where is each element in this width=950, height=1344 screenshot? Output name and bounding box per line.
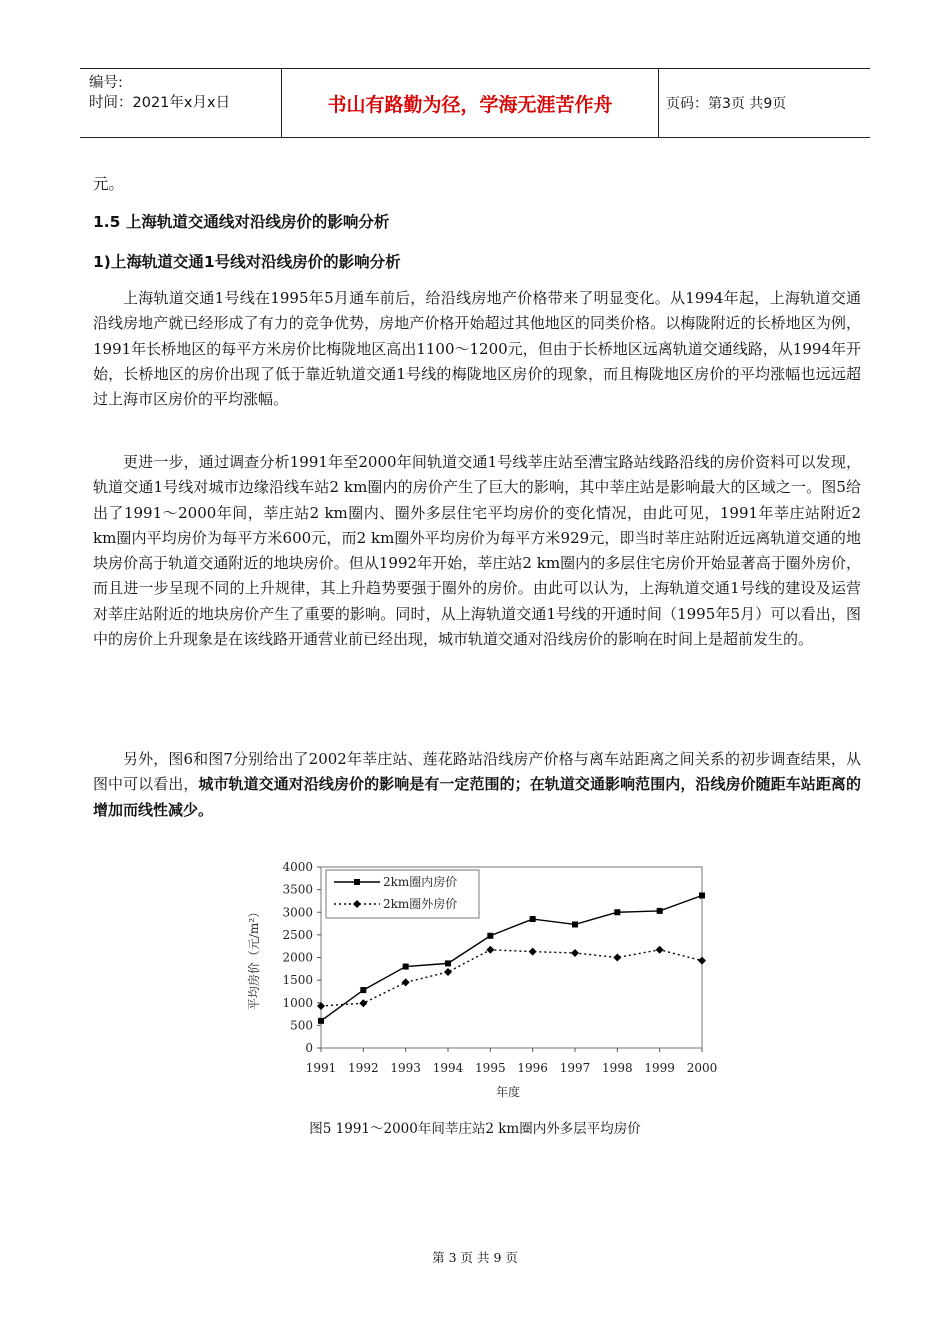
y-tick-label: 2500: [282, 927, 313, 942]
y-tick-label: 1500: [282, 973, 313, 988]
continuation-text: 元。: [93, 175, 125, 193]
chart-legend: [326, 870, 479, 918]
subsection-heading: 1)上海轨道交通1号线对沿线房价的影响分析: [93, 253, 401, 271]
x-tick-label: 1993: [390, 1061, 421, 1075]
y-tick-label: 4000: [282, 860, 313, 874]
data-point-diamond: [444, 968, 452, 976]
y-axis-ticks: [282, 860, 321, 1055]
y-tick-label: 1000: [282, 995, 313, 1010]
section-heading: 1.5 上海轨道交通线对沿线房价的影响分析: [93, 213, 390, 231]
x-tick-label: 1995: [475, 1061, 506, 1075]
x-tick-label: 1996: [517, 1061, 548, 1075]
data-point-square: [445, 960, 451, 966]
price-line-chart: [236, 852, 726, 1102]
header-motto: 书山有路勤为径，学海无涯苦作舟: [282, 69, 659, 137]
data-point-diamond: [529, 948, 537, 956]
series-line-2: [321, 950, 702, 1006]
x-tick-label: 1997: [559, 1061, 591, 1075]
x-tick-label: 1999: [644, 1061, 675, 1075]
data-point-diamond: [698, 957, 706, 965]
data-point-square: [530, 916, 536, 922]
paragraph-3: [93, 747, 861, 823]
x-tick-label: 1994: [432, 1061, 464, 1075]
data-point-square: [572, 921, 578, 927]
data-point-diamond: [486, 946, 494, 954]
paragraph-3-bold: 城市轨道交通对沿线房价的影响是有一定范围的；在轨道交通影响范围内，沿线房价随距车站距离的增加而线性减少。: [93, 775, 861, 819]
x-tick-label: 1992: [348, 1061, 379, 1075]
paragraph-2: 更进一步，通过调查分析1991年至2000年间轨道交通1号线莘庄站至漕宝路站线路沿线的房价资料可以发现，轨道交通1号线对城市边缘沿线车站2 km圈内的房价产生了巨大的影响，其中莘庄站是影响最大的区域之一。图5给出了1991～2000年间，莘庄站2 km圈内、圈外多层住宅平均房价的变化情况，由此可见，1991年莘庄站附近2 km圈内平均房价为每平方米600元，而2 km圈外平均房价为每平方米929元，即当时莘庄站附近远离轨道交通的地块房价高于轨道交通附近的地块房价。但从1992年开始，莘庄站2 km圈内的多层住宅房价开始显著高于圈外房价，而且进一步呈现不同的上升规律，其上升趋势要强于圈外的房价。由此可以认为，上海轨道交通1号线的建设及运营对莘庄站附近的地块房价产生了重要的影响。同时，从上海轨道交通1号线的开通时间（1995年5月）可以看出，图中的房价上升现象是在该线路开通营业前已经出现，城市轨道交通对沿线房价的影响在时间上是超前发生的。: [93, 453, 861, 649]
data-point-square: [360, 987, 366, 993]
x-tick-label: 1998: [602, 1061, 633, 1075]
x-axis-label: 年度: [495, 1085, 521, 1099]
data-point-square: [487, 933, 493, 939]
y-tick-label: 3000: [282, 905, 313, 920]
y-tick-label: 3500: [282, 882, 313, 897]
y-tick-label: 500: [290, 1018, 313, 1033]
y-axis-label: 平均房价（元/m²）: [247, 905, 261, 1011]
header-page-label: 页码：第3页 共9页: [666, 96, 787, 112]
data-point-square: [699, 893, 705, 899]
x-tick-label: 2000: [686, 1061, 718, 1075]
legend-label-2: 2km圈外房价: [383, 897, 458, 911]
page-header: [80, 68, 870, 138]
paragraph-3-text: 另外，图6和图7分别给出了2002年莘庄站、莲花路站沿线房产价格与离车站距离之间关系的初步调查结果，从图中可以看出，: [93, 750, 861, 794]
data-point-square: [318, 1018, 324, 1024]
data-point-diamond: [613, 954, 621, 962]
x-axis-ticks: [306, 1048, 718, 1075]
legend-marker-square: [354, 879, 360, 885]
y-tick-label: 0: [305, 1041, 313, 1055]
time-label: 时间：2021年x月x日: [89, 95, 231, 111]
data-point-square: [657, 908, 663, 914]
y-tick-label: 2000: [282, 950, 313, 965]
number-label: 编号:: [89, 75, 123, 91]
data-point-diamond: [359, 999, 367, 1007]
data-point-diamond: [656, 946, 664, 954]
data-point-diamond: [402, 978, 410, 986]
page-footer: 第 3 页 共 9 页: [432, 1250, 518, 1265]
x-tick-label: 1991: [305, 1061, 337, 1075]
data-point-square: [403, 964, 409, 970]
data-point-square: [614, 909, 620, 915]
figure-caption: 图5 1991～2000年间莘庄站2 km圈内外多层平均房价: [309, 1121, 641, 1137]
paragraph-1: 上海轨道交通1号线在1995年5月通车前后，给沿线房地产价格带来了明显变化。从1994年起，上海轨道交通沿线房地产就已经形成了有力的竞争优势，房地产价格开始超过其他地区的同类价格。以梅陇附近的长桥地区为例，1991年长桥地区的每平方米房价比梅陇地区高出1100～1200元，但由于长桥地区远离轨道交通线路，从1994年开始，长桥地区的房价出现了低于靠近轨道交通1号线的梅陇地区房价的现象，而且梅陇地区房价的平均涨幅也远远超过上海市区房价的平均涨幅。: [93, 289, 861, 409]
header-info-cell: [80, 69, 282, 137]
data-point-diamond: [571, 949, 579, 957]
legend-label-1: 2km圈内房价: [383, 875, 458, 889]
